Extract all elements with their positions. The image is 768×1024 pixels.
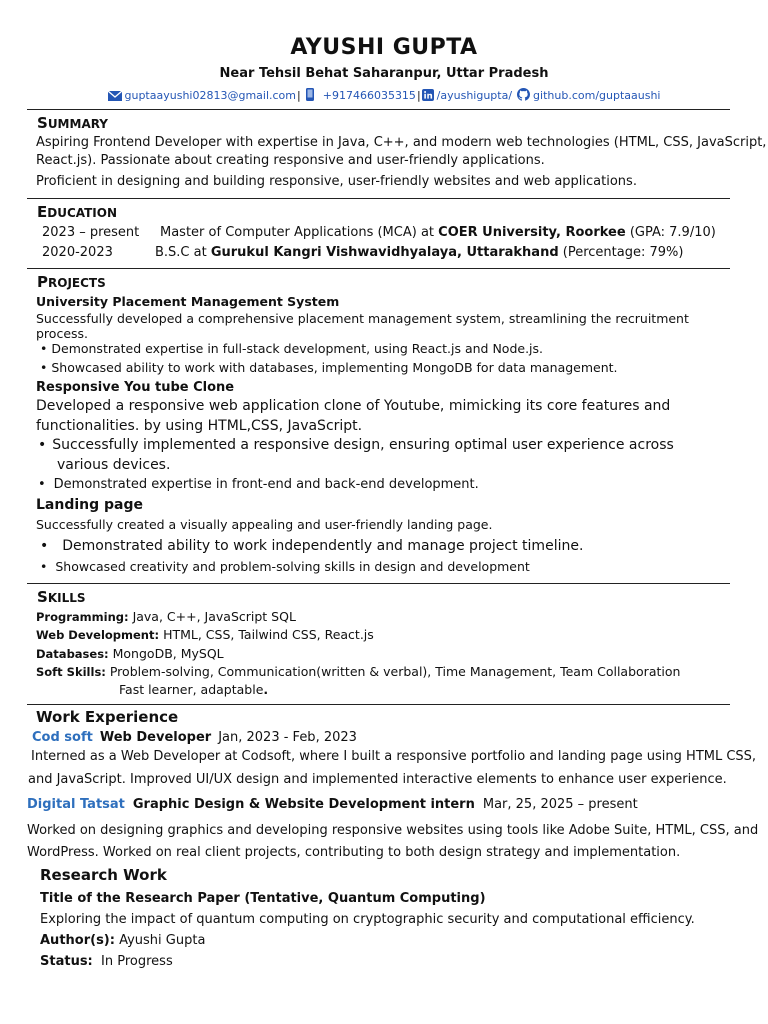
education-heading: EDUCATION [37,203,118,221]
job-header: Cod soft Web Developer Jan, 2023 - Feb, 2023 [32,730,357,745]
project-bullet: • Successfully implemented a responsive design, ensuring optimal user experience across [38,437,674,453]
project-bullet: • Showcased creativity and problem-solving skills in design and development [40,559,530,574]
divider [27,109,730,110]
divider [27,704,730,705]
project-desc: Successfully created a visually appealing and user-friendly landing page. [36,517,493,532]
education-years: 2020-2023 [42,245,113,260]
summary-line-1: Aspiring Frontend Developer with expertise in Java, C++, and modern web technologies (HTML, CSS, JavaScript, [36,135,767,150]
summary-line-3: Proficient in designing and building responsive, user-friendly websites and web applications. [36,174,637,189]
separator: | [416,89,421,102]
project-desc: Developed a responsive web application clone of Youtube, mimicking its core features and [36,398,671,414]
research-status: Status: In Progress [40,954,173,969]
job-header: Digital Tatsat Graphic Design & Website Development intern Mar, 25, 2025 – present [27,797,638,812]
candidate-name: AYUSHI GUPTA [290,35,478,60]
email-link[interactable]: guptaayushi02813@gmail.com [124,89,297,102]
education-years: 2023 – present [42,225,140,240]
project-bullet: • Demonstrated expertise in front-end and back-end development. [38,477,479,492]
skill-webdev: Web Development: HTML, CSS, Tailwind CSS, React.js [36,627,374,642]
project-desc: process. [36,326,89,341]
linkedin-link[interactable]: /ayushigupta/ [436,89,513,102]
job-desc: WordPress. Worked on real client projects, contributing to both design strategy and implementation. [27,845,681,860]
project-title: University Placement Management System [36,294,340,309]
skill-databases: Databases: MongoDB, MySQL [36,646,224,661]
summary-heading: SUMMARY [37,114,108,132]
skills-heading: SKILLS [37,588,86,606]
envelope-icon [108,91,122,104]
education-entry: B.S.C at Gurukul Kangri Vishwavidhyalaya, Uttarakhand (Percentage: 79%) [155,245,684,260]
project-bullet: • Demonstrated expertise in full-stack development, using React.js and Node.js. [40,341,543,356]
research-desc: Exploring the impact of quantum computing on cryptographic security and computational efficiency. [40,912,695,927]
project-desc: functionalities. by using HTML,CSS, JavaScript. [36,418,363,434]
job-desc: Worked on designing graphics and developing responsive websites using tools like Adobe Suite, HTML, CSS, and [27,823,759,838]
contact-line [0,88,768,104]
job-desc: and JavaScript. Improved UI/UX design and implemented interactive elements to enhance user experience. [28,772,727,787]
skill-soft-cont: Fast learner, adaptable. [119,682,269,697]
project-bullet: • Demonstrated ability to work independently and manage project timeline. [40,538,584,554]
skill-soft: Soft Skills: Problem-solving, Communication(written & verbal), Time Management, Team Collaboration [36,664,681,679]
divider [27,583,730,584]
linkedin-icon [422,89,434,104]
work-heading: Work Experience [36,708,179,726]
project-desc: Successfully developed a comprehensive placement management system, streamlining the recruitment [36,311,689,326]
research-author: Author(s): Ayushi Gupta [40,933,206,948]
projects-heading: PROJECTS [37,273,106,291]
project-title: Landing page [36,497,144,513]
divider [27,198,730,199]
project-title: Responsive You tube Clone [36,380,235,395]
address: Near Tehsil Behat Saharanpur, Uttar Pradesh [219,66,549,81]
project-bullet-cont: various devices. [57,457,171,473]
github-icon [517,88,530,104]
job-desc: Interned as a Web Developer at Codsoft, where I built a responsive portfolio and landing page using HTML CSS, [31,749,757,764]
phone-icon [306,88,314,104]
github-link[interactable]: github.com/guptaaushi [533,89,661,102]
skill-programming: Programming: Java, C++, JavaScript SQL [36,609,296,624]
summary-line-2: React.js). Passionate about creating responsive and user-friendly applications. [36,153,545,168]
project-bullet: • Showcased ability to work with databases, implementing MongoDB for data management. [40,360,618,375]
phone-link[interactable]: +917466035315 [322,89,416,102]
research-heading: Research Work [40,866,167,884]
research-title: Title of the Research Paper (Tentative, Quantum Computing) [40,891,486,906]
separator: | [297,89,301,102]
education-entry: Master of Computer Applications (MCA) at COER University, Roorkee (GPA: 7.9/10) [160,225,716,240]
divider [27,268,730,269]
